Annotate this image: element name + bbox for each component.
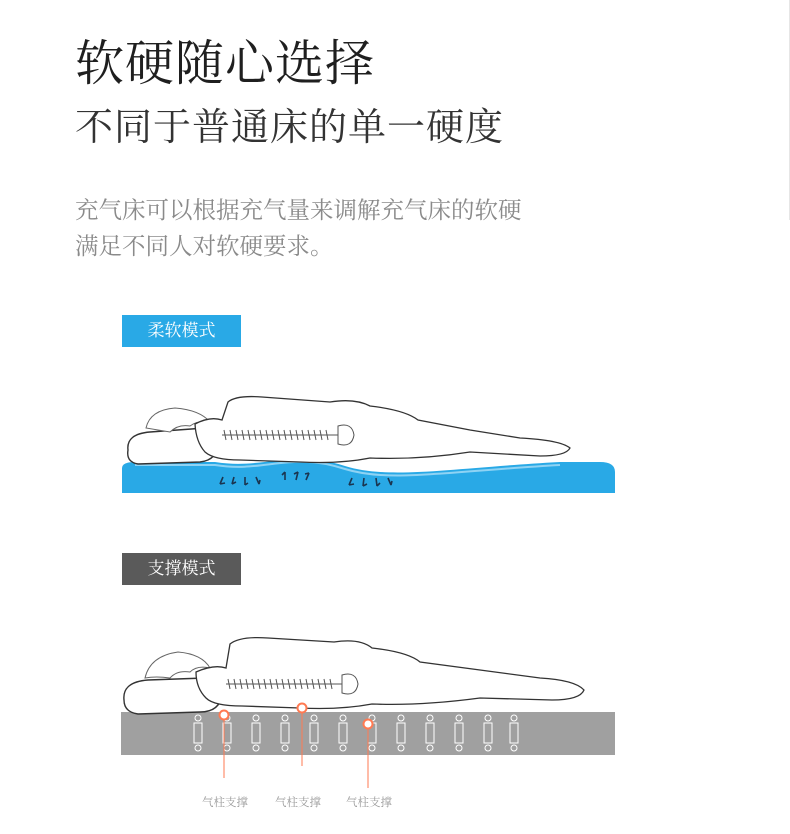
page-title: 软硬随心选择 — [75, 35, 376, 92]
page-subtitle: 不同于普通床的单一硬度 — [75, 105, 505, 149]
support-label-3: 气柱支撑 — [346, 795, 392, 809]
description-line-1: 充气床可以根据充气量来调解充气床的软硬 — [75, 196, 522, 224]
support-mode-illustration — [0, 620, 790, 834]
description-line-2: 满足不同人对软硬要求。 — [75, 232, 334, 260]
support-marker-1 — [220, 711, 229, 720]
support-mode-badge: 支撑模式 — [122, 553, 241, 585]
soft-mode-illustration — [0, 380, 790, 510]
support-label-2: 气柱支撑 — [275, 795, 321, 809]
soft-body-outline — [195, 397, 570, 463]
support-body-outline — [196, 638, 584, 709]
support-marker-3 — [364, 720, 373, 729]
soft-mattress — [122, 459, 615, 493]
support-marker-2 — [298, 704, 307, 713]
description — [75, 192, 522, 264]
support-label-1: 气柱支撑 — [202, 795, 248, 809]
soft-mode-badge: 柔软模式 — [122, 315, 241, 347]
